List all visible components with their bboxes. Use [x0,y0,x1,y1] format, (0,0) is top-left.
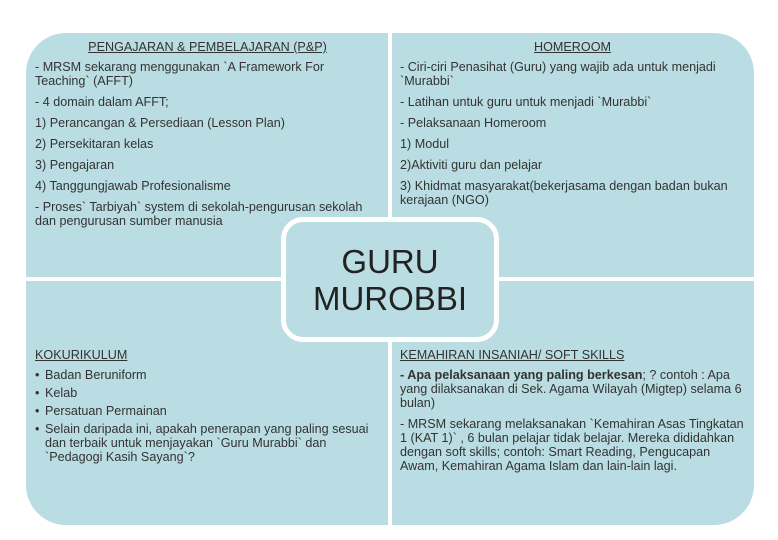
pp-item: 1) Perancangan & Persediaan (Lesson Plan) [35,116,285,130]
soft-skills-title: KEMAHIRAN INSANIAH/ SOFT SKILLS [400,348,625,362]
soft-skills-item: - MRSM sekarang melaksanakan `Kemahiran Asas Tingkatan 1 (KAT 1)` , 6 bulan pelajar tidak belajar. Mereka dididahkan dengan soft skills; contoh: Smart Reading, Pengucapan Awam, Kemahiran Agama Islam dan lain-lain lagi. [400,417,744,473]
center-label-line2: MUROBBI [312,279,467,317]
list-item: • Kelab [35,386,380,400]
soft-skills-section [400,348,750,480]
pp-item: 2) Persekitaran kelas [35,137,154,151]
homeroom-item: - Latihan untuk guru untuk menjadi `Murabbi` [400,95,652,109]
list-item: • Selain daripada ini, apakah penerapan yang paling sesuai dan terbaik untuk menjayakan `Guru Murabbi` dan `Pedagogi Kasih Sayang`? [35,422,380,464]
homeroom-section [400,40,745,214]
kokurikulum-list [35,368,380,464]
pp-item: 3) Pengajaran [35,158,115,172]
pp-item: - Proses` Tarbiyah` system di sekolah-pengurusan sekolah dan pengurusan sumber manusia [35,200,363,228]
soft-skills-item-rest: ; ? contoh : Apa yang dilaksanakan di Sek. Agama Wilayah (Migtep) selama 6 bulan) [400,368,742,410]
kokurikulum-title: KOKURIKULUM [35,348,128,362]
homeroom-item: - Pelaksanaan Homeroom [400,116,547,130]
pp-item: - MRSM sekarang menggunakan `A Framework For Teaching` (AFFT) [35,60,325,88]
soft-skills-item-lead: - Apa pelaksanaan yang paling berkesan [400,368,643,382]
pp-item: 4) Tanggungjawab Profesionalisme [35,179,231,193]
homeroom-item: - Ciri-ciri Penasihat (Guru) yang wajib ada untuk menjadi `Murabbi` [400,60,716,88]
list-item: • Persatuan Permainan [35,404,380,418]
pp-item: - 4 domain dalam AFFT; [35,95,169,109]
homeroom-item: 3) Khidmat masyarakat(bekerjasama dengan badan bukan kerajaan (NGO) [400,179,728,207]
pp-title: PENGAJARAN & PEMBELAJARAN (P&P) [88,40,327,54]
homeroom-item: 1) Modul [400,137,449,151]
kokurikulum-section [35,348,380,468]
pp-section [35,40,380,235]
center-label [313,243,467,317]
homeroom-item: 2)Aktiviti guru dan pelajar [400,158,543,172]
homeroom-title: HOMEROOM [534,40,611,54]
center-label-box [281,217,499,342]
soft-skills-item [400,368,750,410]
center-label-line1: GURU [341,242,439,280]
list-item: • Badan Beruniform [35,368,380,382]
